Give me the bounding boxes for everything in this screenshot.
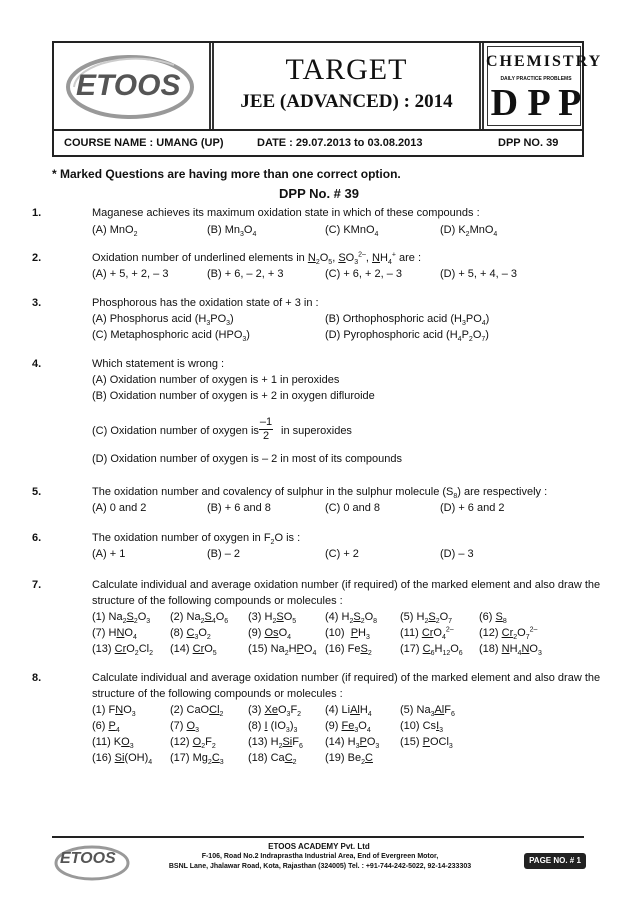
q8-number: 8. [32, 672, 42, 684]
q8-item: (13) $H_2SiF_6$ [248, 736, 303, 751]
q2-option-b: (B) + 6, – 2, + 3 [207, 268, 284, 280]
q3-option-b: (B) Orthophosphoric acid $(H_3PO_4)$ [325, 313, 490, 328]
q8-item: (11) $KO_3$ [92, 736, 134, 751]
q5-option-d: (D) + 6 and 2 [440, 502, 505, 514]
subject-subtitle: DAILY PRACTICE PROBLEMS [500, 76, 572, 82]
q1-option-b: (B) $Mn_3O_4$ [207, 224, 257, 239]
q7-item: (16) FeS$_2$ [325, 643, 372, 658]
q3-option-d: (D) Pyrophosphoric acid $(H_4P_2O_7)$ [325, 329, 489, 344]
q3-number: 3. [32, 297, 42, 309]
q8-item: (14) $H_3PO_3$ [325, 736, 380, 751]
logo-text: ETOOS [76, 69, 181, 102]
target-title: TARGET [285, 53, 408, 86]
q5-text: The oxidation number and covalency of sulphur in the sulphur molecule $(S_8)$ are respectively : [92, 486, 548, 501]
q7-item: (18) $NH_4NO_3$ [479, 643, 542, 658]
q8-item: (15) POCl$_3$ [400, 736, 453, 751]
q4-option-c: (C) Oxidation number of oxygen is [92, 425, 259, 437]
q6-number: 6. [32, 532, 42, 544]
q2-option-a: (A) + 5, + 2, – 3 [92, 268, 169, 280]
q7-item: (7) $HNO_4$ [92, 627, 137, 642]
q4-option-b: (B) Oxidation number of oxygen is + 2 in oxygen difluroide [92, 390, 375, 402]
q8-item: (1) $FNO_3$ [92, 704, 136, 719]
q7-item: (15) $Na_2HPO_4$ [248, 643, 317, 658]
q8-item: (19) $Be_2C$ [325, 752, 373, 767]
q1-option-c: (C) KMnO$_4$ [325, 224, 379, 239]
dpp-number: DPP NO. 39 [498, 137, 559, 149]
q6-text: The oxidation number of oxygen in $F_2O$ is : [92, 532, 301, 547]
q7-item: (5) $H_2S_2O_7$ [400, 611, 453, 626]
marked-note: * Marked Questions are having more than one correct option. [52, 167, 401, 181]
q8-item: (16) $Si(OH)_4$ [92, 752, 153, 767]
q8-item: (10) CsI$_3$ [400, 720, 444, 735]
course-row [54, 129, 582, 155]
course-name: COURSE NAME : UMANG (UP) [64, 137, 224, 149]
q3-option-a: (A) Phosphorus acid $(H_3PO_3)$ [92, 313, 234, 328]
q7-item: (13) $CrO_2Cl_2$ [92, 643, 153, 658]
q7-item: (1) $Na_2S_2O_3$ [92, 611, 151, 626]
footer-company: ETOOS ACADEMY Pvt. Ltd [268, 842, 370, 851]
q1-option-d: (D) $K_2MnO_4$ [440, 224, 498, 239]
footer-divider [52, 836, 584, 838]
page-number: PAGE NO. # 1 [524, 853, 586, 869]
q8-item: (7) $O_3$ [170, 720, 199, 735]
q7-item: (9) OsO$_4$ [248, 627, 292, 642]
q8-item: (3) $XeO_3F_2$ [248, 704, 302, 719]
q3-text: Phosphorous has the oxidation state of + 3 in : [92, 297, 319, 309]
q8-item: (4) LiAlH$_4$ [325, 704, 372, 719]
header-box [52, 41, 603, 157]
dpp-title: DPP No. # 39 [279, 186, 359, 201]
q8-item: (5) $Na_3AlF_6$ [400, 704, 455, 719]
q2-option-c: (C) + 6, + 2, – 3 [325, 268, 403, 280]
date: DATE : 29.07.2013 to 03.08.2013 [257, 137, 423, 149]
q4-text: Which statement is wrong : [92, 358, 225, 370]
q6-option-c: (C) + 2 [325, 548, 359, 560]
q4-option-c-tail: in superoxides [281, 425, 352, 437]
q7-text-2: structure of the following compounds or molecules : [92, 595, 343, 607]
q7-item: (8) $C_3O_2$ [170, 627, 211, 642]
logo-box [54, 43, 214, 129]
q8-text-2: structure of the following compounds or molecules : [92, 688, 343, 700]
subject-box [479, 43, 603, 129]
q7-item: (2) $Na_2S_4O_6$ [170, 611, 229, 626]
q8-item: (2) CaOCl$_2$ [170, 704, 224, 719]
subject: CHEMISTRY [486, 53, 603, 70]
title-box [214, 43, 484, 129]
q5-option-b: (B) + 6 and 8 [207, 502, 271, 514]
q5-number: 5. [32, 486, 42, 498]
q8-item: (12) $O_2F_2$ [170, 736, 216, 751]
q7-number: 7. [32, 579, 42, 591]
q2-text: Oxidation number of underlined elements in $N_2O_5$, $SO_3^{2-}$, $NH_4^+$ are : [92, 251, 422, 267]
q6-option-b: (B) – 2 [207, 548, 241, 560]
exam-title: JEE (ADVANCED) : 2014 [240, 91, 453, 112]
q7-text: Calculate individual and average oxidation number (if required) of the marked element and also draw the [92, 579, 601, 591]
q7-item: (12) $Cr_2O_7^{2-}$ [479, 626, 538, 642]
footer-address-2: BSNL Lane, Jhalawar Road, Kota, Rajasthan (324005) Tel. : +91-744-242-5022, 92-14-233303 [168, 863, 472, 870]
q7-item: (17) $C_6H_{12}O_6$ [400, 643, 463, 658]
q8-item: (17) $Mg_2C_3$ [170, 752, 224, 767]
q8-item: (9) $Fe_3O_4$ [325, 720, 371, 735]
q7-item: (6) $S_8$ [479, 611, 507, 626]
q6-option-d: (D) – 3 [440, 548, 474, 560]
q8-item: (6) $P_4$ [92, 720, 120, 735]
q4-number: 4. [32, 358, 42, 370]
q6-option-a: (A) + 1 [92, 548, 126, 560]
q7-item: (14) CrO$_5$ [170, 643, 217, 658]
q4-option-a: (A) Oxidation number of oxygen is + 1 in peroxides [92, 374, 340, 386]
q4-fraction: –1 2 [259, 416, 273, 442]
q1-text: Maganese achieves its maximum oxidation state in which of these compounds : [92, 207, 480, 219]
q7-item: (11) CrO$_4^{2-}$ [400, 626, 454, 642]
footer-logo-text: ETOOS [60, 850, 116, 867]
q8-item: (8) I $(IO_3)_3$ [248, 720, 298, 735]
q2-number: 2. [32, 252, 42, 264]
q2-option-d: (D) + 5, + 4, – 3 [440, 268, 518, 280]
q1-number: 1. [32, 207, 42, 219]
footer-address-1: F-106, Road No.2 Indraprastha Industrial Area, End of Evergreen Motor, [201, 853, 439, 860]
q8-text: Calculate individual and average oxidation number (if required) of the marked element and also draw the [92, 672, 601, 684]
q5-option-a: (A) 0 and 2 [92, 502, 147, 514]
q4-option-d: (D) Oxidation number of oxygen is – 2 in most of its compounds [92, 453, 402, 465]
q7-item: (3) $H_2SO_5$ [248, 611, 297, 626]
q3-option-c: (C) Metaphosphoric acid $(HPO_3)$ [92, 329, 250, 344]
q1-option-a: (A) MnO$_2$ [92, 224, 138, 239]
q5-option-c: (C) 0 and 8 [325, 502, 381, 514]
dpp-letters: D P P [490, 82, 582, 124]
q7-item: (4) $H_2S_2O_8$ [325, 611, 378, 626]
q8-item: (18) CaC$_2$ [248, 752, 297, 767]
q7-item: (10) $PH_3$ [325, 627, 370, 642]
